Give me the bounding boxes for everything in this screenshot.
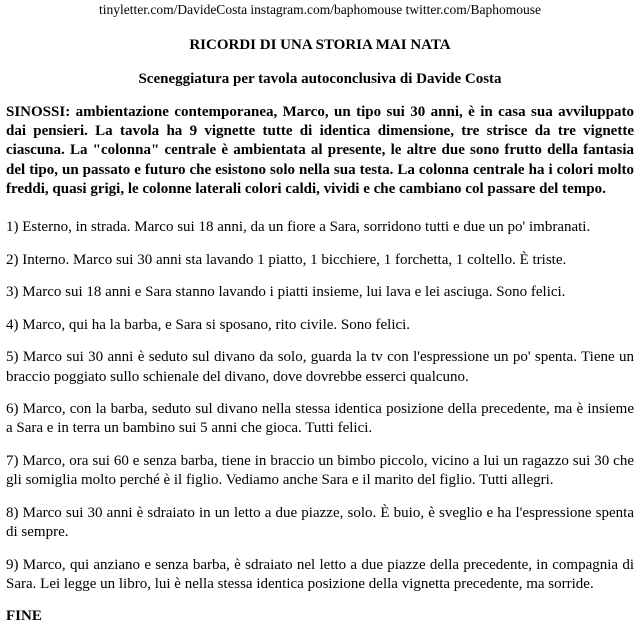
scene-7: 7) Marco, ora sui 60 e senza barba, tiene in braccio un bimbo piccolo, vicino a lui un ragazzo sui 30 che gli somiglia molto perché è il figlio. Vediamo anche Sara e il marito del figlio. Tutti allegri. [6, 452, 634, 489]
scene-1: 1) Esterno, in strada. Marco sui 18 anni, da un fiore a Sara, sorridono tutti e due un po' imbranati. [6, 219, 591, 236]
document-subtitle: Sceneggiatura per tavola autoconclusiva di Davide Costa [138, 71, 502, 87]
document-title: RICORDI DI UNA STORIA MAI NATA [189, 37, 451, 53]
scene-8: 8) Marco sui 30 anni è sdraiato in un letto a due piazze, solo. È buio, è sveglio e ha l'espressione spenta di sempre. [6, 504, 634, 540]
synopsis-paragraph: SINOSSI: ambientazione contemporanea, Marco, un tipo sui 30 anni, è in casa sua avviluppato dai pensieri. La tavola ha 9 vignette tutte di identica dimensione, tre strisce da tre vignette ciascuna. La "colonna" centrale è ambientata al presente, le altre due sono frutto della fantasia del tipo, un passato e futuro che esistono solo nella sua testa. La colonna centrale ha i colori molto freddi, quasi grigi, le colonne laterali colori caldi, vividi e che cambiano col passare del tempo. [6, 104, 634, 197]
scene-3: 3) Marco sui 18 anni e Sara stanno lavando i piatti insieme, lui lava e lei asciuga. Sono felici. [6, 284, 566, 301]
scene-4: 4) Marco, qui ha la barba, e Sara si sposano, rito civile. Sono felici. [6, 316, 411, 333]
scene-9: 9) Marco, qui anziano e senza barba, è sdraiato nel letto a due piazze della precedente, in compagnia di Sara. Lei legge un libro, lui è nella stessa identica posizione della vignetta precedente, ma sorride. [6, 556, 634, 592]
header-links: tinyletter.com/DavideCosta instagram.com/baphomouse twitter.com/Baphomouse [98, 2, 542, 17]
scene-5: 5) Marco sui 30 anni è seduto sul divano da solo, guarda la tv con l'espressione un po' spenta. Tiene un braccio poggiato sullo schienale del divano, dove dovrebbe esserci qualcuno. [6, 349, 634, 385]
end-marker: FINE [6, 607, 42, 624]
scene-6: 6) Marco, con la barba, seduto sul divano nella stessa identica posizione della precedente, ma è insieme a Sara e in terra un bambino sui 5 anni che gioca. Tutti felici. [6, 401, 634, 437]
scene-2: 2) Interno. Marco sui 30 anni sta lavando 1 piatto, 1 bicchiere, 1 forchetta, 1 coltello. È triste. [6, 251, 567, 268]
